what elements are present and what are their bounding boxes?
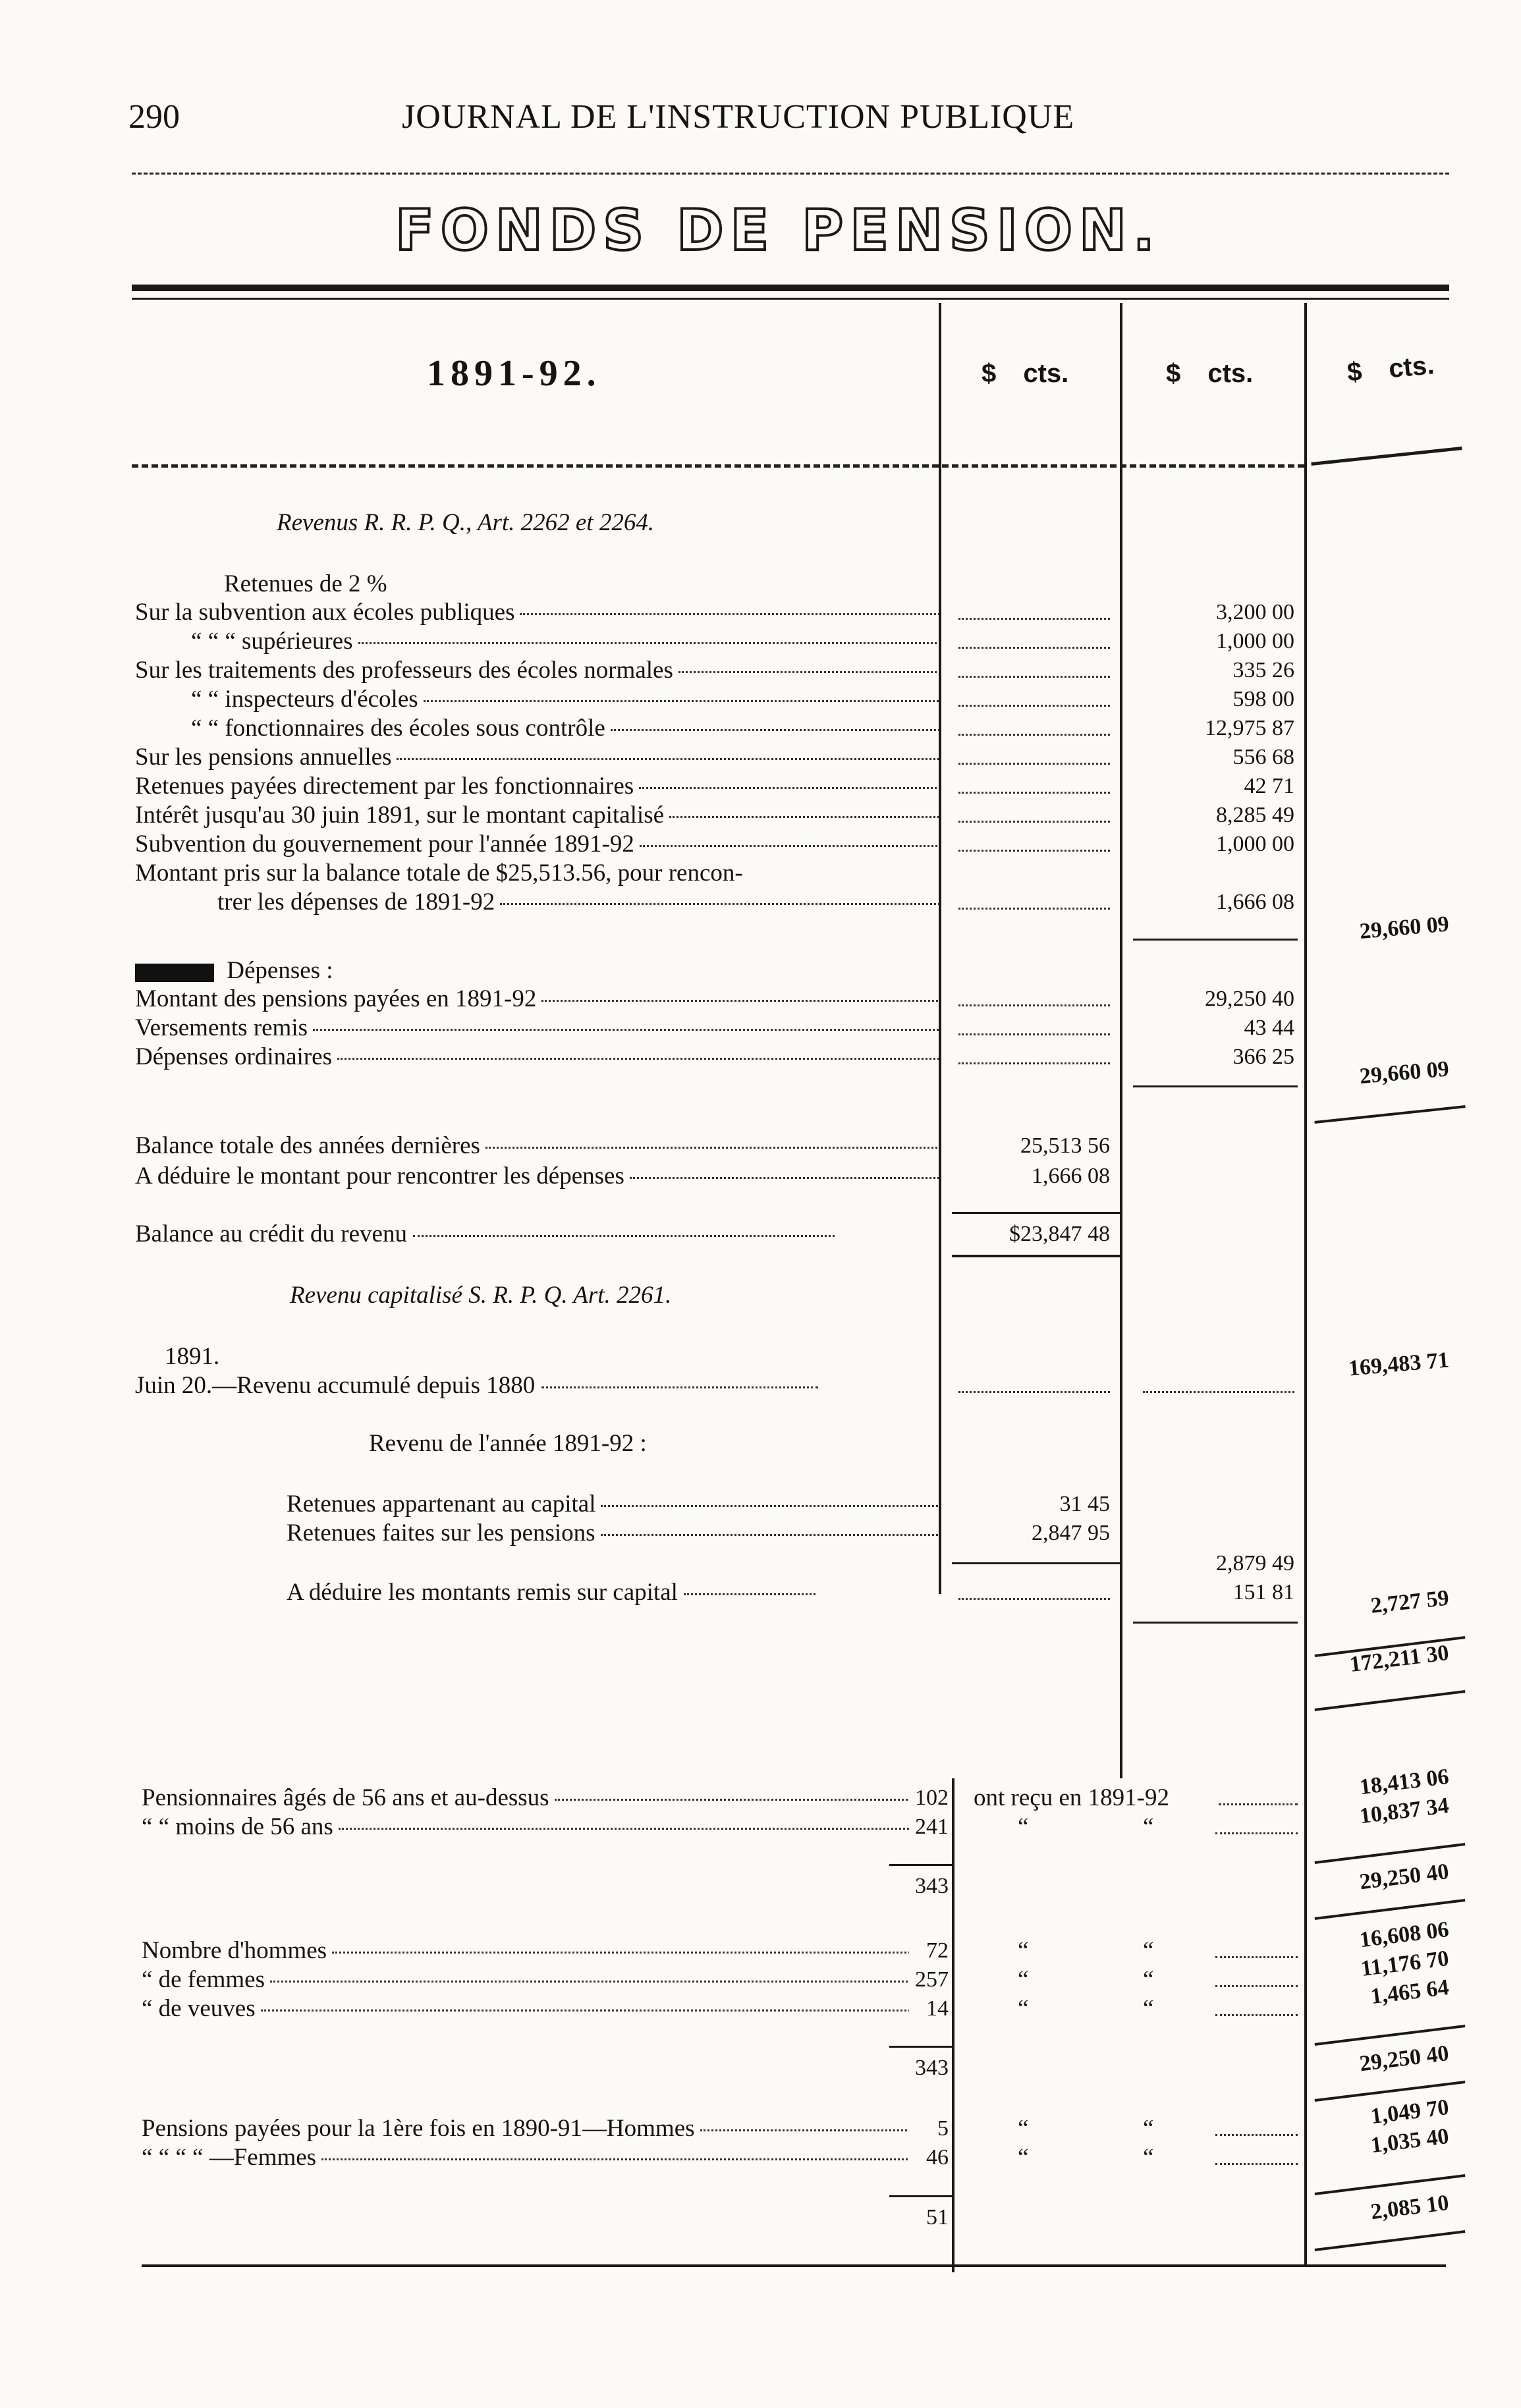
ditto-mark: “ — [1018, 1813, 1029, 1840]
leader-dots — [485, 1147, 939, 1149]
depenses-row-label: Montant des pensions payées en 1891-92 — [135, 985, 537, 1012]
revenus-row-value: 8,285 49 — [1216, 803, 1294, 827]
leader-dots — [424, 700, 939, 702]
page-number: 290 — [128, 98, 180, 136]
header-bottom-rule-right — [1311, 447, 1462, 466]
leader-dots — [1215, 1980, 1298, 1992]
juin-total: 169,483 71 — [1347, 1348, 1451, 1381]
stats-row-amount: 18,413 06 — [1358, 1764, 1451, 1800]
capitalise-row-label: Retenues appartenant au capital — [287, 1491, 596, 1518]
revenus-row-label: “ “ fonctionnaires des écoles sous contrôle — [191, 715, 605, 742]
deduire-c2: 151 81 — [1232, 1580, 1294, 1604]
revenus-row-label: Sur la subvention aux écoles publiques — [135, 599, 515, 626]
ditto-mark: “ — [1143, 2115, 1154, 2142]
stats-total-amount: 29,250 40 — [1358, 2040, 1451, 2077]
ditto-mark: “ — [1143, 1813, 1154, 1840]
depenses-row — [135, 1043, 939, 1072]
column-divider-2 — [1120, 303, 1122, 1778]
capitalise-row-value: 31 45 — [1059, 1492, 1110, 1516]
depenses-row-value: 366 25 — [1232, 1045, 1294, 1069]
depenses-heading — [135, 956, 333, 985]
ditto-mark: “ — [1143, 2144, 1154, 2171]
amount-total-rule — [1315, 2230, 1466, 2251]
balance-row-label: A déduire le montant pour rencontrer les dépenses — [135, 1163, 624, 1190]
leader-dots — [555, 1799, 909, 1801]
stats-row-label: “ de veuves — [142, 1995, 256, 2022]
stats-row — [142, 1813, 909, 1842]
leader-dots — [321, 2158, 909, 2160]
leader-dots — [611, 729, 939, 731]
depenses-row — [135, 985, 939, 1014]
stats-row-amount: 1,465 64 — [1369, 1975, 1451, 2010]
leader-dots — [958, 902, 1110, 914]
stats-row-label: Pensions payées pour la 1ère fois en 1890-91—Hommes — [142, 2115, 695, 2142]
cap-subtotal: 2,879 49 — [1216, 1551, 1294, 1575]
stats-row — [142, 1936, 909, 1965]
leader-dots — [261, 2010, 909, 2011]
revenus-row — [217, 888, 939, 917]
juin-dots-col1 — [958, 1386, 1110, 1398]
leader-dots — [1215, 2158, 1298, 2170]
deduire-c3: 2,727 59 — [1369, 1585, 1451, 1618]
revenus-row-value: 598 00 — [1232, 687, 1294, 711]
depenses-row-value: 29,250 40 — [1205, 987, 1294, 1011]
capitalise-row-value: 2,847 95 — [1032, 1521, 1110, 1545]
main-title: FONDS DE PENSION. — [395, 198, 1161, 263]
juin-row — [135, 1371, 939, 1400]
capitalise-row-label: Retenues faites sur les pensions — [287, 1519, 595, 1546]
leader-dots — [958, 844, 1110, 856]
capitalise-row — [287, 1519, 939, 1548]
ditto-mark: “ — [1143, 1995, 1154, 2022]
revenus-row — [135, 743, 939, 772]
leader-dots — [541, 1386, 818, 1388]
stats-row-amount: 11,176 70 — [1359, 1946, 1451, 1982]
deduire-label: A déduire les montants remis sur capital — [287, 1579, 678, 1606]
leader-dots — [958, 757, 1110, 769]
revenus-heading: Revenus R. R. P. Q., Art. 2262 et 2264. — [277, 509, 655, 536]
col2-header: $ cts. — [1166, 359, 1254, 388]
leader-dots — [270, 1981, 909, 1983]
stats-row-label: “ “ moins de 56 ans — [142, 1813, 333, 1840]
capitalise-row — [287, 1490, 939, 1519]
stats-row-count: 257 — [915, 1967, 949, 1992]
leader-dots — [630, 1177, 939, 1179]
stats-total-amount: 2,085 10 — [1369, 2190, 1451, 2225]
revenus-row — [135, 598, 939, 627]
balance-credit-value: $23,847 48 — [1009, 1222, 1110, 1246]
leader-dots — [958, 999, 1110, 1011]
stats-row — [142, 2114, 909, 2143]
column-divider-3 — [1304, 303, 1307, 2266]
capitalise-year: 1891. — [165, 1343, 220, 1370]
revenus-subtotal-rule — [1133, 939, 1298, 941]
capitalise-heading: Revenu capitalisé S. R. P. Q. Art. 2261. — [290, 1282, 672, 1309]
revenus-row — [191, 685, 939, 714]
stats-row-label: Nombre d'hommes — [142, 1937, 327, 1964]
depenses-subtotal-rule — [1133, 1085, 1298, 1087]
leader-dots — [397, 758, 939, 760]
revenus-row — [135, 656, 939, 685]
depenses-row-value: 43 44 — [1244, 1016, 1294, 1040]
stats-row — [142, 1965, 909, 1994]
revenus-row — [191, 714, 939, 743]
leader-dots — [958, 728, 1110, 740]
leader-dots — [958, 642, 1110, 653]
revenus-row-label: “ “ inspecteurs d'écoles — [191, 686, 418, 713]
count-total-rule — [889, 2046, 952, 2048]
stats-row — [142, 2143, 909, 2172]
ink-blot-icon — [135, 964, 214, 982]
leader-dots — [358, 642, 939, 644]
depenses-row — [135, 1014, 939, 1043]
depenses-total-rule — [1314, 1105, 1465, 1124]
leader-dots — [339, 1828, 909, 1830]
revenus-row-value: 556 68 — [1232, 745, 1294, 769]
revenus-row-label: Sur les traitements des professeurs des écoles normales — [135, 657, 673, 684]
revenus-row — [135, 801, 939, 830]
stats-row-count: 72 — [926, 1938, 949, 1963]
revenus-row-value: 1,000 00 — [1216, 629, 1294, 653]
leader-dots — [1215, 2129, 1298, 2141]
revenus-row-label: “ “ “ supérieures — [191, 628, 353, 655]
leader-dots — [958, 670, 1110, 682]
col1-header: $ cts. — [982, 359, 1069, 388]
revenus-row-value: 12,975 87 — [1205, 716, 1294, 740]
stats-row-amount: 16,608 06 — [1358, 1917, 1451, 1953]
balance-credit-label: Balance au crédit du revenu — [135, 1220, 407, 1247]
revenus-row-label: Sur les pensions annuelles — [135, 744, 392, 771]
retenues-subheading: Retenues de 2 % — [224, 570, 387, 597]
stats-total-count: 343 — [915, 1874, 949, 1898]
ditto-mark: “ — [1143, 1937, 1154, 1964]
balance-row-value: 1,666 08 — [1032, 1164, 1110, 1188]
leader-dots — [684, 1593, 816, 1595]
deduire-row — [287, 1578, 939, 1607]
count-total-rule — [889, 1864, 952, 1866]
leader-dots — [500, 903, 939, 905]
stats-row-label: Pensionnaires âgés de 56 ans et au-dessus — [142, 1784, 549, 1811]
stats-row-label: “ de femmes — [142, 1966, 265, 1993]
deduire-dots-col1 — [958, 1593, 1110, 1604]
stats-row — [142, 1784, 909, 1813]
juin-dots-col2 — [1143, 1386, 1294, 1398]
depenses-row-label: Dépenses ordinaires — [135, 1043, 332, 1070]
balance-row-label: Balance totale des années dernières — [135, 1132, 480, 1159]
leader-dots — [700, 2129, 909, 2131]
revenus-row-value: 1,000 00 — [1216, 832, 1294, 856]
leader-dots — [1215, 1827, 1298, 1839]
stats-total-count: 343 — [915, 2056, 949, 2080]
revenus-row-label: Intérêt jusqu'au 30 juin 1891, sur le montant capitalisé — [135, 802, 665, 829]
column-divider-1 — [939, 303, 941, 1594]
revenus-row — [135, 772, 939, 801]
leader-dots — [601, 1505, 939, 1507]
ditto-mark: “ — [1018, 1966, 1029, 1993]
leader-dots — [1215, 2009, 1298, 2021]
balance-row — [135, 1162, 939, 1191]
annee-label: Revenu de l'année 1891-92 : — [369, 1430, 647, 1457]
ditto-mark: “ — [1018, 1995, 1029, 2022]
stats-total-amount: 29,250 40 — [1358, 1859, 1451, 1895]
count-divider — [952, 1778, 954, 2272]
col3-header: $ cts. — [1346, 350, 1435, 387]
depenses-total: 29,660 09 — [1358, 1056, 1451, 1089]
leader-dots — [332, 1952, 909, 1954]
revenus-row-value: 42 71 — [1244, 774, 1294, 798]
revenus-row-label: Subvention du gouvernement pour l'année 1891-92 — [135, 831, 634, 858]
ditto-mark: “ — [1018, 2115, 1029, 2142]
grand-total: 172,211 30 — [1348, 1640, 1451, 1678]
stats-total-count: 51 — [926, 2205, 949, 2230]
stats-row-amount: 1,035 40 — [1369, 2123, 1451, 2158]
leader-dots — [958, 1028, 1110, 1040]
stats-row-count: 14 — [926, 1996, 949, 2021]
leader-dots — [678, 671, 939, 673]
cap-subtotal-rule — [952, 1562, 1120, 1564]
depenses-heading-label: Dépenses : — [227, 957, 333, 984]
leader-dots — [413, 1235, 835, 1237]
balance-rule — [952, 1212, 1120, 1214]
leader-dots — [337, 1058, 939, 1060]
leader-dots — [958, 699, 1110, 711]
balance-credit-rule — [952, 1255, 1120, 1257]
depenses-row-label: Versements remis — [135, 1014, 308, 1041]
stats-row-amount: 1,049 70 — [1369, 2094, 1451, 2129]
grand-total-rule-lower — [1315, 1690, 1466, 1711]
leader-dots — [958, 613, 1110, 624]
balance-row-value: 25,513 56 — [1020, 1134, 1110, 1158]
stats-row-label: “ “ “ “ —Femmes — [142, 2144, 317, 2171]
leader-dots — [1219, 1798, 1298, 1810]
stats-row-count: 46 — [926, 2145, 949, 2170]
leader-dots — [639, 787, 939, 789]
balance-row — [135, 1132, 939, 1161]
stats-row-amount: 10,837 34 — [1358, 1793, 1451, 1829]
leader-dots — [640, 845, 939, 847]
count-total-rule — [889, 2195, 952, 2197]
revenus-row — [135, 830, 939, 859]
running-title: JOURNAL DE L'INSTRUCTION PUBLIQUE — [402, 98, 1075, 136]
balance-credit-row — [135, 1220, 939, 1249]
leader-dots — [520, 613, 939, 615]
header-bottom-rule — [132, 464, 1304, 468]
leader-dots — [958, 815, 1110, 827]
year-heading: 1891-92. — [427, 353, 601, 394]
stats-row-count: 102 — [915, 1786, 949, 1810]
juin-label: Juin 20.—Revenu accumulé depuis 1880 — [135, 1372, 536, 1399]
leader-dots — [669, 816, 939, 818]
revenus-row — [191, 627, 939, 656]
leader-dots — [958, 1057, 1110, 1069]
revenus-row-value: 335 26 — [1232, 658, 1294, 682]
ont-recu-label: ont reçu en 1891-92 — [974, 1784, 1169, 1811]
revenus-row-value: 1,666 08 — [1216, 890, 1294, 914]
leader-dots — [313, 1029, 939, 1031]
leader-dots — [958, 786, 1110, 798]
stats-row — [142, 1994, 909, 2023]
ditto-mark: “ — [1143, 1966, 1154, 1993]
revenus-row-value: 3,200 00 — [1216, 600, 1294, 624]
stats-row-count: 241 — [915, 1815, 949, 1839]
title-rule-thick — [132, 285, 1449, 291]
revenus-row-label: Retenues payées directement par les fonctionnaires — [135, 773, 634, 800]
leader-dots — [541, 1000, 939, 1002]
deduire-rule — [1133, 1622, 1298, 1624]
revenus-row-label: trer les dépenses de 1891-92 — [217, 889, 495, 916]
revenus-total: 29,660 09 — [1358, 912, 1451, 944]
stats-row-count: 5 — [937, 2116, 949, 2141]
ditto-mark: “ — [1018, 1937, 1029, 1964]
revenus-row-label: Montant pris sur la balance totale de $25,513.56, pour rencon- — [135, 860, 743, 887]
title-rule-thin — [132, 298, 1449, 300]
page-bottom-rule — [142, 2264, 1446, 2267]
leader-dots — [1215, 1951, 1298, 1963]
ditto-mark: “ — [1018, 2144, 1029, 2171]
header-divider — [132, 173, 1449, 175]
leader-dots — [601, 1534, 939, 1536]
